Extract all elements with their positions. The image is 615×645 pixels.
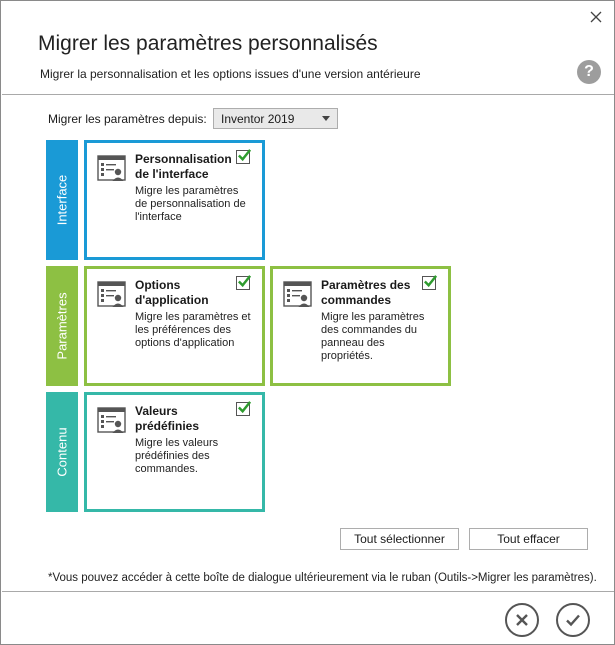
card-title: Options d'application <box>135 278 209 307</box>
ok-button[interactable] <box>556 603 590 637</box>
card-title: Personnalisation de l'interface <box>135 152 232 181</box>
footnote: *Vous pouvez accéder à cette boîte de dialogue ultérieurement via le ruban (Outils->Migrer les paramètres). <box>48 572 597 584</box>
checkmark-icon <box>565 612 581 628</box>
select-all-button[interactable]: Tout sélectionner <box>340 528 459 550</box>
card-title: Paramètres des commandes <box>321 278 411 307</box>
settings-dialog-icon <box>283 280 313 310</box>
checkmark-icon <box>423 274 438 289</box>
close-icon <box>514 612 530 628</box>
card-command-settings[interactable] <box>270 266 451 386</box>
category-contenu-label: Contenu <box>54 427 70 477</box>
card-interface-customization[interactable] <box>84 140 265 260</box>
category-interface <box>46 140 78 260</box>
card-preset-values[interactable] <box>84 392 265 512</box>
source-version-value: Inventor 2019 <box>221 112 295 126</box>
card-application-options[interactable] <box>84 266 265 386</box>
checkmark-icon <box>237 148 252 163</box>
clear-all-button[interactable]: Tout effacer <box>469 528 588 550</box>
header-divider <box>2 94 614 95</box>
source-version-label: Migrer les paramètres depuis: <box>48 112 207 126</box>
help-icon[interactable]: ? <box>577 60 601 84</box>
cancel-button[interactable] <box>505 603 539 637</box>
card-checkbox[interactable] <box>236 402 250 416</box>
dialog-title: Migrer les paramètres personnalisés <box>38 32 378 55</box>
category-interface-label: Interface <box>54 174 70 226</box>
card-description: Migre les paramètres de personnalisation de l'interface <box>135 185 246 223</box>
settings-dialog-icon <box>97 280 127 310</box>
settings-dialog-icon <box>97 154 127 184</box>
settings-dialog-icon <box>97 406 127 436</box>
category-parametres <box>46 266 78 386</box>
footer-divider <box>2 591 614 592</box>
card-title: Valeurs prédéfinies <box>135 404 200 433</box>
card-checkbox[interactable] <box>422 276 436 290</box>
dialog-subtitle: Migrer la personnalisation et les options issues d'une version antérieure <box>40 67 421 81</box>
checkmark-icon <box>237 400 252 415</box>
card-checkbox[interactable] <box>236 150 250 164</box>
card-description: Migre les paramètres et les préférences des options d'application <box>135 311 251 349</box>
card-description: Migre les paramètres des commandes du panneau des propriétés. <box>321 311 425 362</box>
chevron-down-icon <box>322 116 330 121</box>
category-parametres-label: Paramètres <box>54 292 70 360</box>
card-checkbox[interactable] <box>236 276 250 290</box>
close-icon[interactable] <box>588 9 604 25</box>
card-description: Migre les valeurs prédéfinies des commandes. <box>135 437 219 475</box>
category-contenu <box>46 392 78 512</box>
source-version-dropdown[interactable] <box>213 108 338 129</box>
checkmark-icon <box>237 274 252 289</box>
